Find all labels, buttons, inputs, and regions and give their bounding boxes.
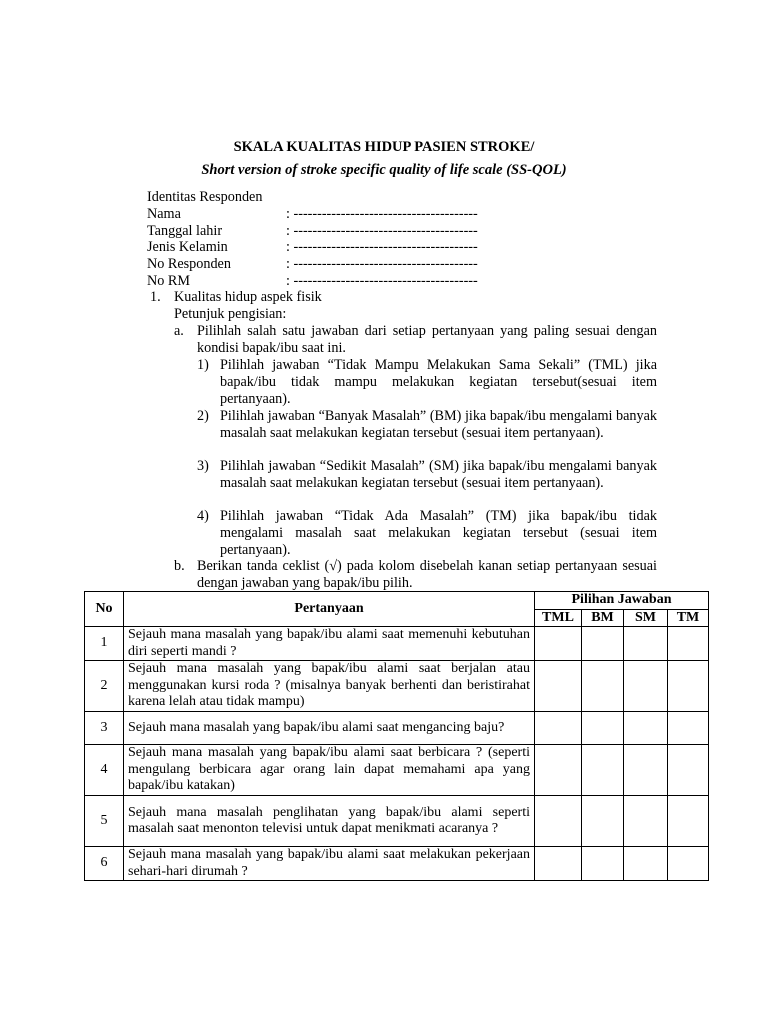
identity-label: No RM (147, 272, 190, 289)
item-a-text: Pilihlah salah satu jawaban dari setiap pertanyaan yang paling sesuai dengan kondisi bapak/ibu saat ini. (197, 323, 657, 356)
identity-row-nama (147, 206, 659, 223)
answer-cell-tm[interactable] (668, 796, 709, 847)
answer-cell-sm[interactable] (624, 627, 668, 661)
subitem-marker: 1) (197, 357, 209, 373)
row-number: 6 (85, 847, 124, 881)
answer-cell-bm[interactable] (582, 712, 624, 745)
answer-cell-sm[interactable] (624, 712, 668, 745)
identity-label: Jenis Kelamin (147, 239, 228, 256)
col-header-tm: TM (668, 609, 709, 627)
identity-value: : --------------------------------------- (286, 239, 478, 256)
identity-row-no-rm (147, 273, 659, 290)
identity-value: : --------------------------------------- (286, 222, 478, 239)
identity-value: : --------------------------------------- (286, 256, 478, 273)
answer-cell-tml[interactable] (535, 627, 582, 661)
answer-cell-tml[interactable] (535, 847, 582, 881)
answer-cell-tm[interactable] (668, 745, 709, 796)
identity-label: Nama (147, 205, 181, 222)
identity-label: No Responden (147, 256, 231, 273)
col-header-no: No (85, 592, 124, 627)
identity-value: : --------------------------------------- (286, 205, 478, 222)
col-header-answer-group: Pilihan Jawaban (535, 592, 709, 610)
row-number: 3 (85, 712, 124, 745)
row-question: Sejauh mana masalah yang bapak/ibu alami saat berjalan atau menggunakan kursi roda ? (misalnya banyak berhenti dan beristirahat karena lelah atau tidak mampu) (124, 661, 535, 712)
item-b-marker: b. (174, 558, 185, 574)
identity-row-tanggal-lahir (147, 223, 659, 240)
subitem-text: Pilihlah jawaban “Tidak Ada Masalah” (TM) jika bapak/ibu tidak mengalami masalah saat melakukan kegiatan tersebut (sesuai item pertanyaan). (220, 508, 657, 558)
section-1-heading: Kualitas hidup aspek fisik (174, 289, 322, 305)
row-question: Sejauh mana masalah yang bapak/ibu alami saat memenuhi kebutuhan diri seperti mandi ? (124, 627, 535, 661)
table-row (85, 745, 709, 796)
identity-value: : --------------------------------------- (286, 272, 478, 289)
table-row (85, 712, 709, 745)
row-number: 1 (85, 627, 124, 661)
answer-cell-sm[interactable] (624, 847, 668, 881)
item-b-text: Berikan tanda ceklist (√) pada kolom disebelah kanan setiap pertanyaan sesuai dengan jawaban yang bapak/ibu pilih. (197, 558, 657, 591)
answer-cell-bm[interactable] (582, 796, 624, 847)
row-number: 2 (85, 661, 124, 712)
row-number: 4 (85, 745, 124, 796)
subitem-text: Pilihlah jawaban “Tidak Mampu Melakukan Sama Sekali” (TML) jika bapak/ibu tidak mampu melakukan kegiatan tersebut(sesuai item pertanyaan). (220, 357, 657, 407)
item-a-marker: a. (174, 323, 184, 339)
page-subtitle: Short version of stroke specific quality of life scale (SS-QOL) (201, 162, 567, 178)
identity-heading: Identitas Responden (147, 189, 263, 205)
answer-cell-tml[interactable] (535, 745, 582, 796)
answer-cell-tml[interactable] (535, 712, 582, 745)
table-row (85, 796, 709, 847)
answer-cell-tm[interactable] (668, 847, 709, 881)
col-header-question: Pertanyaan (124, 592, 535, 627)
answer-cell-tm[interactable] (668, 661, 709, 712)
identity-row-jenis-kelamin (147, 239, 659, 256)
row-question: Sejauh mana masalah penglihatan yang bapak/ibu alami seperti masalah saat menonton televisi untuk dapat menikmati acaranya ? (124, 796, 535, 847)
identity-label: Tanggal lahir (147, 222, 223, 239)
subitem-marker: 4) (197, 508, 209, 524)
table-row (85, 661, 709, 712)
section-1-number: 1. (150, 289, 161, 305)
page-title: SKALA KUALITAS HIDUP PASIEN STROKE/ (233, 139, 535, 155)
subitem-marker: 3) (197, 458, 209, 474)
identity-block (147, 189, 659, 290)
answer-cell-sm[interactable] (624, 661, 668, 712)
answer-cell-tml[interactable] (535, 796, 582, 847)
questionnaire-table (84, 591, 709, 881)
subitem-marker: 2) (197, 408, 209, 424)
subitem-text: Pilihlah jawaban “Banyak Masalah” (BM) jika bapak/ibu mengalami banyak masalah saat melakukan kegiatan tersebut (sesuai item pertanyaan). (220, 408, 657, 441)
answer-cell-bm[interactable] (582, 661, 624, 712)
identity-row-no-responden (147, 256, 659, 273)
subitem-text: Pilihlah jawaban “Sedikit Masalah” (SM) jika bapak/ibu mengalami banyak masalah saat melakukan kegiatan tersebut (sesuai item pertanyaan). (220, 458, 657, 491)
instructions-label: Petunjuk pengisian: (174, 306, 287, 322)
answer-cell-sm[interactable] (624, 796, 668, 847)
answer-cell-tm[interactable] (668, 627, 709, 661)
answer-cell-tm[interactable] (668, 712, 709, 745)
answer-cell-tml[interactable] (535, 661, 582, 712)
col-header-tml: TML (535, 609, 582, 627)
table-row (85, 627, 709, 661)
row-question: Sejauh mana masalah yang bapak/ibu alami saat berbicara ? (seperti mengulang berbicara agar orang lain dapat memahami apa yang bapak/ibu katakan) (124, 745, 535, 796)
row-question: Sejauh mana masalah yang bapak/ibu alami saat melakukan pekerjaan sehari-hari dirumah ? (124, 847, 535, 881)
row-question: Sejauh mana masalah yang bapak/ibu alami saat mengancing baju? (124, 712, 535, 745)
row-number: 5 (85, 796, 124, 847)
col-header-sm: SM (624, 609, 668, 627)
answer-cell-bm[interactable] (582, 745, 624, 796)
col-header-bm: BM (582, 609, 624, 627)
answer-cell-bm[interactable] (582, 627, 624, 661)
table-row (85, 847, 709, 881)
answer-cell-sm[interactable] (624, 745, 668, 796)
answer-cell-bm[interactable] (582, 847, 624, 881)
